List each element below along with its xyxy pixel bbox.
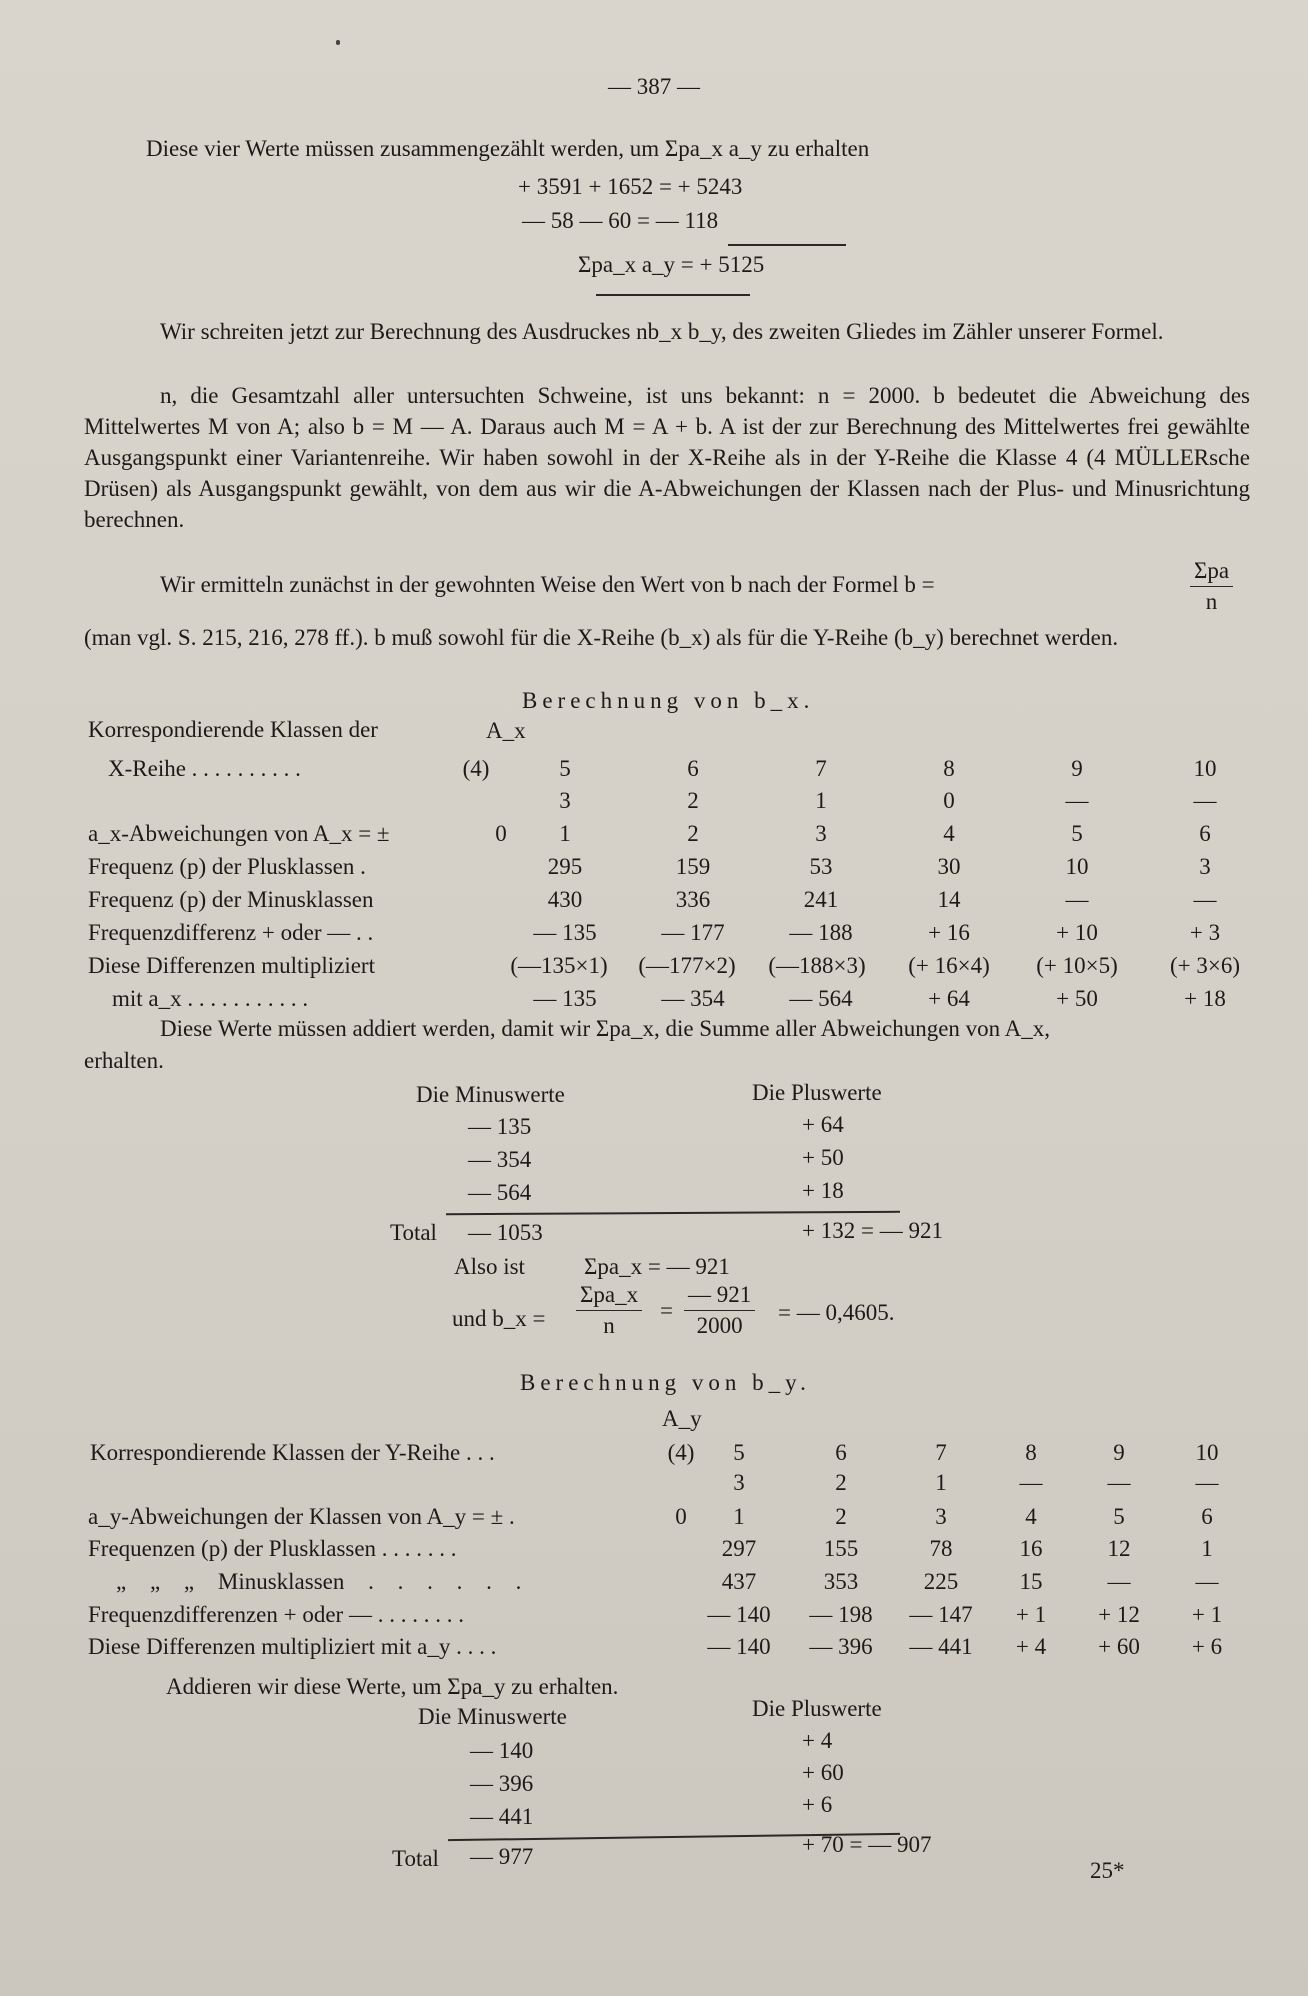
bx-mult-expr: (—188×3) bbox=[768, 953, 866, 978]
by-minus-value: — 396 bbox=[470, 1771, 534, 1796]
by-freq-plus: 155 bbox=[823, 1536, 859, 1561]
bx-total-plus: + 132 = — 921 bbox=[802, 1218, 943, 1243]
bx-plus-class: 5 bbox=[559, 756, 571, 781]
bx-row-mult-expr bbox=[0, 949, 1308, 982]
bx-minus-value: — 135 bbox=[468, 1114, 532, 1139]
bx-result: = — 0,4605. bbox=[778, 1300, 895, 1325]
bx-mult-expr: (+ 3×6) bbox=[1169, 953, 1240, 978]
bx-minus-class: 0 bbox=[943, 788, 955, 813]
bx-deviation: 3 bbox=[815, 821, 827, 846]
bx-plus-value: + 18 bbox=[802, 1178, 844, 1203]
bx-minus-class: 2 bbox=[687, 788, 699, 813]
by-minus-head: Die Minuswerte bbox=[418, 1704, 567, 1729]
by-minus-class: — bbox=[1195, 1470, 1219, 1495]
paragraph-3-start: Wir ermitteln zunächst in der gewohnten Weise den Wert von b nach der Formel b = bbox=[160, 572, 935, 597]
by-total-minus: — 977 bbox=[470, 1844, 534, 1869]
by-plus-class: 8 bbox=[1025, 1440, 1037, 1465]
bx-mult-expr: (+ 16×4) bbox=[908, 953, 990, 978]
sum-line-1: + 3591 + 1652 = + 5243 bbox=[518, 174, 743, 199]
by-after: Addieren wir diese Werte, um Σpa_y zu erhalten. bbox=[166, 1674, 619, 1699]
intro-line: Diese vier Werte müssen zusammengezählt werden, um Σpa_x a_y zu erhalten bbox=[146, 136, 870, 161]
bx-minus-class: 1 bbox=[815, 788, 827, 813]
by-ay-label: A_y bbox=[662, 1406, 702, 1431]
bx-row-plus-classes bbox=[0, 752, 1308, 785]
bx-minus-class: 3 bbox=[559, 788, 571, 813]
bx-plus-head: Die Pluswerte bbox=[752, 1080, 882, 1105]
bx-und: und b_x = bbox=[452, 1306, 546, 1331]
by-freq-minus: 437 bbox=[721, 1569, 757, 1594]
by-freq-minus: 15 bbox=[1019, 1569, 1043, 1594]
bx-product: — 354 bbox=[661, 986, 725, 1011]
sum-rule bbox=[728, 244, 846, 246]
bx-plus-class: 7 bbox=[815, 756, 827, 781]
formula-b bbox=[1190, 556, 1233, 617]
by-plus-class: 5 bbox=[733, 1440, 745, 1465]
by-freq-plus: 12 bbox=[1107, 1536, 1131, 1561]
bx-freq-plus: 53 bbox=[809, 854, 833, 879]
by-minus-class: — bbox=[1107, 1470, 1131, 1495]
by-plus-value: + 6 bbox=[802, 1792, 833, 1817]
bx-mult-label-2: mit a_x . . . . . . . . . . . bbox=[112, 986, 309, 1011]
bx-minus-head: Die Minuswerte bbox=[416, 1082, 565, 1107]
by-plus-value: + 60 bbox=[802, 1760, 844, 1785]
by-freq-plus: 16 bbox=[1019, 1536, 1043, 1561]
by-deviation: 1 bbox=[733, 1504, 745, 1529]
by-dev-label: a_y-Abweichungen der Klassen von A_y = ± . bbox=[88, 1504, 515, 1529]
by-deviation: 4 bbox=[1025, 1504, 1037, 1529]
bx-diff: — 135 bbox=[533, 920, 597, 945]
bx-minus-value: — 564 bbox=[468, 1180, 532, 1205]
bx-product: + 50 bbox=[1056, 986, 1098, 1011]
bx-frac1-den: n bbox=[603, 1313, 615, 1338]
bx-frac2-den: 2000 bbox=[696, 1313, 743, 1338]
by-diff: — 140 bbox=[707, 1602, 771, 1627]
bx-after-2: erhalten. bbox=[84, 1048, 164, 1073]
bx-classes-label-1: Korrespondierende Klassen der bbox=[88, 717, 378, 742]
bx-freq-minus-label: Frequenz (p) der Minusklassen bbox=[88, 887, 374, 912]
bx-total-minus: — 1053 bbox=[468, 1220, 543, 1245]
bx-also-eq: Σpa_x = — 921 bbox=[584, 1254, 730, 1279]
ink-speck bbox=[336, 40, 340, 45]
by-freq-plus: 78 bbox=[929, 1536, 953, 1561]
by-start-dev: 0 bbox=[675, 1504, 687, 1529]
bx-freq-plus: 10 bbox=[1065, 854, 1089, 879]
bx-minus-value: — 354 bbox=[468, 1147, 532, 1172]
bx-plus-class: 9 bbox=[1071, 756, 1083, 781]
bx-mult-expr: (—177×2) bbox=[638, 953, 736, 978]
by-row-products bbox=[0, 1630, 1308, 1663]
bx-product: + 18 bbox=[1184, 986, 1226, 1011]
bx-deviation: 6 bbox=[1199, 821, 1211, 846]
by-product: + 6 bbox=[1191, 1634, 1223, 1659]
by-diff: + 1 bbox=[1015, 1602, 1047, 1627]
bx-product: — 564 bbox=[789, 986, 853, 1011]
by-deviation: 2 bbox=[835, 1504, 847, 1529]
by-freq-minus: 225 bbox=[923, 1569, 959, 1594]
by-freq-plus: 297 bbox=[721, 1536, 757, 1561]
by-diff: — 198 bbox=[809, 1602, 873, 1627]
by-minus-class: — bbox=[1019, 1470, 1043, 1495]
by-heading: Berechnung von b_y. bbox=[520, 1370, 811, 1395]
by-total-label: Total bbox=[392, 1846, 439, 1871]
bx-freq-plus: 30 bbox=[937, 854, 961, 879]
by-plus-head: Die Pluswerte bbox=[752, 1696, 882, 1721]
bx-deviation: 4 bbox=[943, 821, 955, 846]
bx-plus-class: 6 bbox=[687, 756, 699, 781]
bx-frac2-num: — 921 bbox=[684, 1280, 755, 1311]
bx-ax-label: A_x bbox=[486, 718, 526, 743]
paragraph-2: n, die Gesamtzahl aller untersuchten Schweine, ist uns bekannt: n = 2000. b bedeutet die Abweichung des Mittelwertes M von A; also b = M — A. Daraus auch M = A + b. A ist der zur Berechnung des Mittelwertes frei gewählte Ausgangspunkt einer Variantenreihe. Wir haben sowohl in der X-Reihe als in der Y-Reihe die Klasse 4 (4 MÜLLERsche Drüsen) als Ausgangspunkt gewählt, von dem aus wir die A-Abweichungen der Klassen nach der Plus- und Minusrichtung berechnen. bbox=[84, 383, 1250, 532]
by-row-diff bbox=[0, 1598, 1308, 1631]
bx-fraction-2 bbox=[684, 1280, 755, 1341]
formula-b-denominator: n bbox=[1205, 589, 1218, 614]
bx-freq-plus: 295 bbox=[547, 854, 583, 879]
by-mult-label: Diese Differenzen multipliziert mit a_y . . . . bbox=[88, 1634, 497, 1659]
bx-deviation: 1 bbox=[559, 821, 571, 846]
by-row-minus-classes bbox=[0, 1466, 1308, 1499]
sum-line-3: Σpa_x a_y = + 5125 bbox=[578, 252, 765, 277]
bx-freq-minus: 14 bbox=[937, 887, 961, 912]
by-row-plus-classes bbox=[0, 1436, 1308, 1469]
by-diff: + 1 bbox=[1191, 1602, 1223, 1627]
bx-plus-class: 8 bbox=[943, 756, 955, 781]
by-minus-value: — 140 bbox=[470, 1738, 534, 1763]
by-product: + 4 bbox=[1015, 1634, 1047, 1659]
by-minus-value: — 441 bbox=[470, 1804, 534, 1829]
bx-freq-minus: 241 bbox=[803, 887, 839, 912]
bx-diff-label: Frequenzdifferenz + oder — . . bbox=[88, 920, 374, 945]
by-freq-minus-label: „ „ „ Minusklassen . . . . . . bbox=[116, 1569, 522, 1594]
bx-plus-class: 10 bbox=[1193, 756, 1217, 781]
by-product: — 140 bbox=[707, 1634, 771, 1659]
bx-deviation: 5 bbox=[1071, 821, 1083, 846]
bx-deviation: 2 bbox=[687, 821, 699, 846]
by-freq-minus: 353 bbox=[823, 1569, 859, 1594]
bx-diff: — 177 bbox=[661, 920, 725, 945]
by-diff-label: Frequenzdifferenzen + oder — . . . . . . . . bbox=[88, 1602, 464, 1627]
bx-minus-class: — bbox=[1065, 788, 1089, 813]
by-freq-minus: — bbox=[1107, 1569, 1131, 1594]
bx-mult-label-1: Diese Differenzen multipliziert bbox=[88, 953, 375, 978]
by-product: — 441 bbox=[909, 1634, 973, 1659]
by-plus-class: 9 bbox=[1113, 1440, 1125, 1465]
by-product: + 60 bbox=[1098, 1634, 1140, 1659]
bx-mult-expr: (—135×1) bbox=[510, 953, 608, 978]
bx-product: + 64 bbox=[928, 986, 970, 1011]
by-deviation: 5 bbox=[1113, 1504, 1125, 1529]
by-plus-class: 6 bbox=[835, 1440, 847, 1465]
page-number: — 387 — bbox=[608, 74, 700, 99]
bx-diff: + 10 bbox=[1056, 920, 1098, 945]
bx-mult-expr: (+ 10×5) bbox=[1036, 953, 1118, 978]
by-row-freq-plus bbox=[0, 1532, 1308, 1565]
by-diff: — 147 bbox=[909, 1602, 973, 1627]
by-plus-class: 7 bbox=[935, 1440, 947, 1465]
bx-plus-value: + 64 bbox=[802, 1112, 844, 1137]
bx-minus-class: — bbox=[1193, 788, 1217, 813]
paragraph-3-end: (man vgl. S. 215, 216, 278 ff.). b muß sowohl für die X-Reihe (b_x) als für die Y-Reihe (b_y) berechnet werden. bbox=[84, 625, 1119, 650]
section-rule bbox=[596, 294, 750, 296]
bx-heading: Berechnung von b_x. bbox=[522, 688, 815, 713]
bx-diff: + 3 bbox=[1189, 920, 1221, 945]
footer-signature: 25* bbox=[1090, 1858, 1125, 1883]
bx-start-dev: 0 bbox=[495, 821, 507, 846]
by-plus-value: + 4 bbox=[802, 1728, 833, 1753]
by-freq-minus: — bbox=[1195, 1569, 1219, 1594]
bx-freq-plus-label: Frequenz (p) der Plusklassen . bbox=[88, 854, 366, 879]
bx-row-minus-classes bbox=[0, 784, 1308, 817]
bx-freq-minus: — bbox=[1193, 887, 1217, 912]
by-minus-class: 2 bbox=[835, 1470, 847, 1495]
sum-line-2: — 58 — 60 = — 118 bbox=[522, 208, 719, 233]
bx-row-classes-label bbox=[0, 713, 1308, 746]
bx-equals: = bbox=[660, 1298, 673, 1323]
by-product: — 396 bbox=[809, 1634, 873, 1659]
bx-row-freq-plus bbox=[0, 850, 1308, 883]
bx-diff: — 188 bbox=[789, 920, 853, 945]
by-classes-label: Korrespondierende Klassen der Y-Reihe . . . bbox=[90, 1440, 495, 1465]
bx-row-products bbox=[0, 982, 1308, 1015]
by-minus-class: 1 bbox=[935, 1470, 947, 1495]
bx-product: — 135 bbox=[533, 986, 597, 1011]
bx-freq-minus: 336 bbox=[675, 887, 711, 912]
bx-freq-plus: 3 bbox=[1199, 854, 1211, 879]
by-deviation: 6 bbox=[1201, 1504, 1213, 1529]
bx-diff: + 16 bbox=[928, 920, 970, 945]
bx-freq-minus: — bbox=[1065, 887, 1089, 912]
paragraph-1: Wir schreiten jetzt zur Berechnung des Ausdruckes nb_x b_y, des zweiten Gliedes im Zähler unserer Formel. bbox=[160, 319, 1164, 344]
bx-dev-label: a_x-Abweichungen von A_x = ± bbox=[88, 821, 390, 846]
by-minus-class: 3 bbox=[733, 1470, 745, 1495]
bx-classes-label-2: X-Reihe . . . . . . . . . . bbox=[108, 756, 301, 781]
bx-also-ist: Also ist bbox=[454, 1254, 525, 1279]
by-diff: + 12 bbox=[1098, 1602, 1140, 1627]
by-deviation: 3 bbox=[935, 1504, 947, 1529]
by-total-plus: + 70 = — 907 bbox=[802, 1832, 932, 1857]
bx-plus-value: + 50 bbox=[802, 1145, 844, 1170]
bx-row-deviations bbox=[0, 817, 1308, 850]
by-row-freq-minus bbox=[0, 1565, 1308, 1598]
bx-frac1-num: Σpa_x bbox=[576, 1280, 642, 1311]
bx-fraction-1 bbox=[576, 1280, 642, 1341]
bx-total-label: Total bbox=[390, 1220, 437, 1245]
bx-start-class: (4) bbox=[462, 756, 490, 781]
bx-row-diff bbox=[0, 916, 1308, 949]
by-freq-plus-label: Frequenzen (p) der Plusklassen . . . . . . . bbox=[88, 1536, 457, 1561]
formula-b-numerator: Σpa bbox=[1190, 556, 1233, 587]
by-freq-plus: 1 bbox=[1201, 1536, 1213, 1561]
bx-row-freq-minus bbox=[0, 883, 1308, 916]
bx-after-1: Diese Werte müssen addiert werden, damit wir Σpa_x, die Summe aller Abweichungen von A_x, bbox=[160, 1016, 1051, 1041]
bx-freq-plus: 159 bbox=[675, 854, 711, 879]
by-start-class: (4) bbox=[667, 1440, 695, 1465]
by-plus-class: 10 bbox=[1195, 1440, 1219, 1465]
bx-total-rule bbox=[446, 1211, 900, 1215]
bx-freq-minus: 430 bbox=[547, 887, 583, 912]
by-row-deviations bbox=[0, 1500, 1308, 1533]
